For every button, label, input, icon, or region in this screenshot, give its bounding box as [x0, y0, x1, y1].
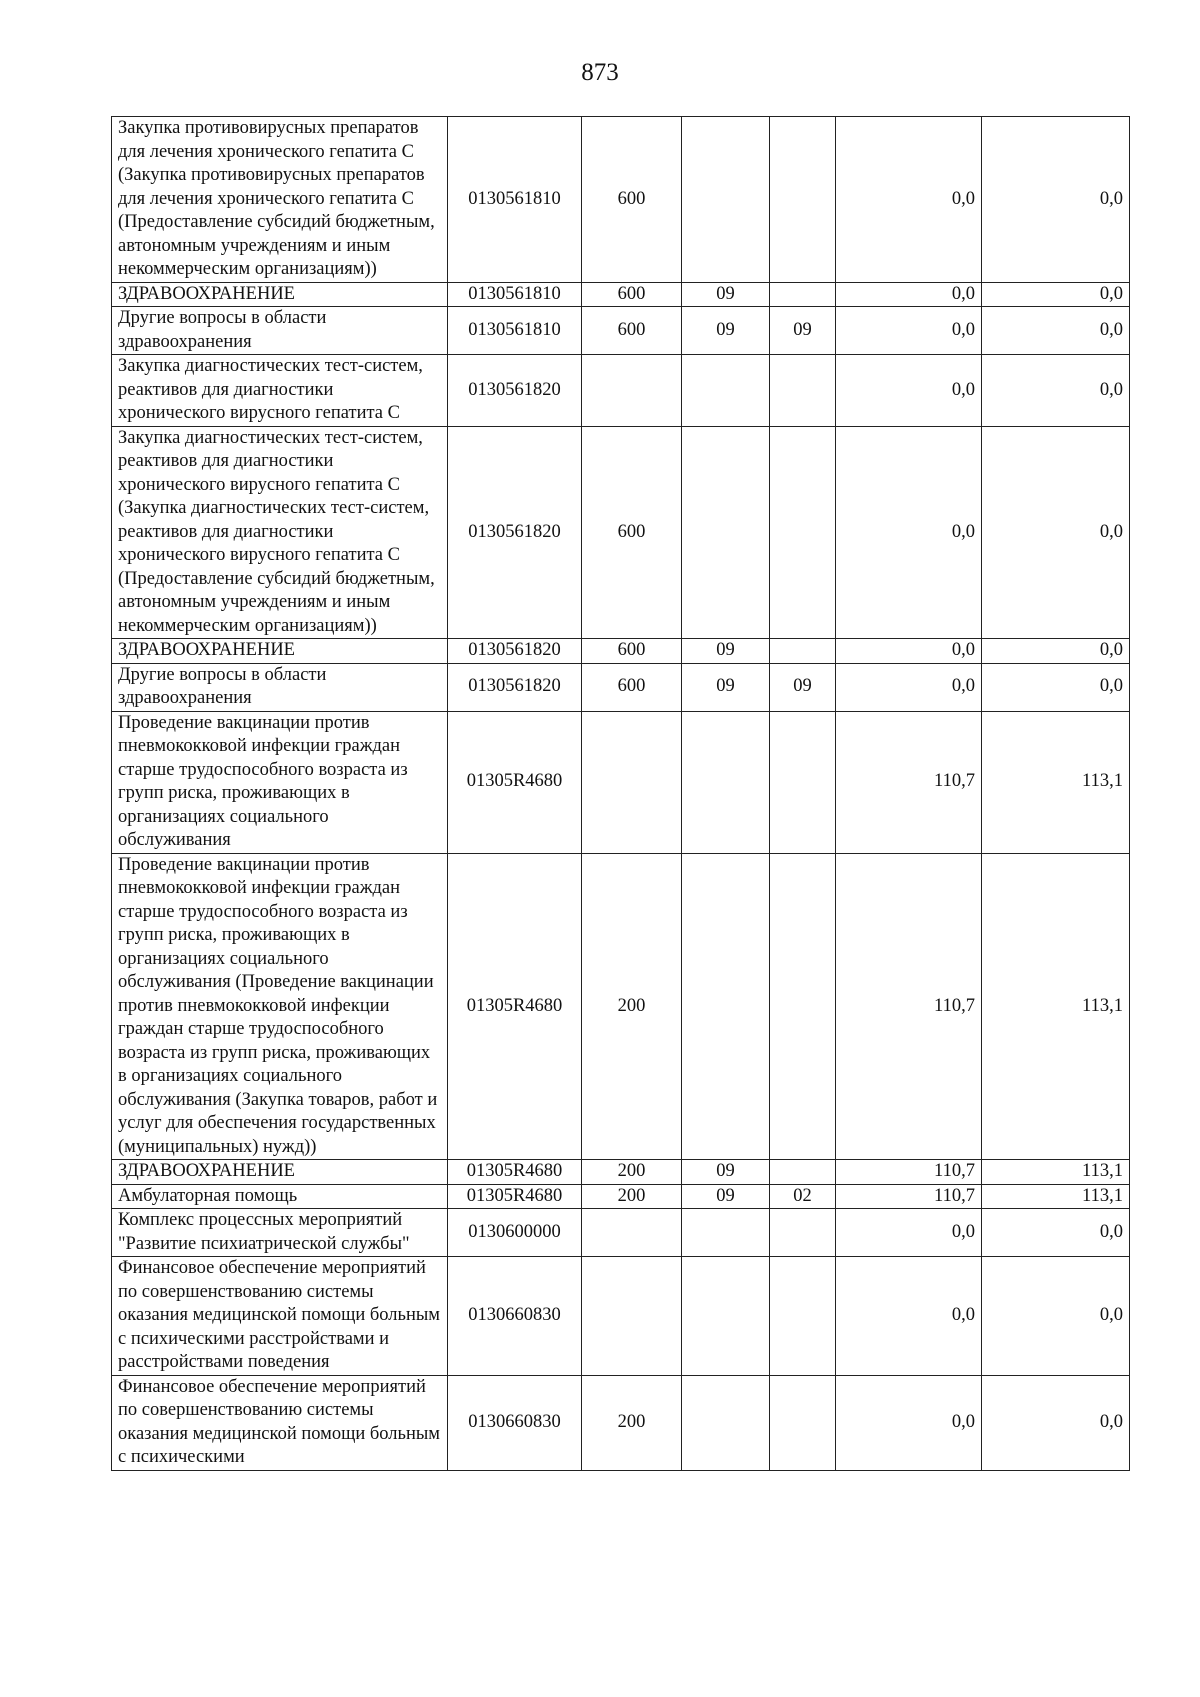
section-code-cell: [682, 426, 770, 639]
target-article-code-cell: 0130600000: [448, 1209, 582, 1257]
subsection-code-cell: [770, 853, 836, 1160]
amount-year-1-cell: 0,0: [836, 639, 982, 664]
amount-year-2-cell: 0,0: [982, 307, 1130, 355]
item-name-cell: Закупка противовирусных препаратов для лечения хронического гепатита С (Закупка противовирусных препаратов для лечения хронического гепатита С (Предоставление субсидий бюджетным, автономным учреждениям и иным некоммерческим организациям)): [112, 117, 448, 283]
table-row: [112, 711, 1130, 853]
item-name-cell: Финансовое обеспечение мероприятий по совершенствованию системы оказания медицинской помощи больным с психическими: [112, 1375, 448, 1470]
target-article-code-cell: 0130561810: [448, 117, 582, 283]
expense-type-code-cell: [582, 711, 682, 853]
table-row: [112, 117, 1130, 283]
target-article-code-cell: 0130561820: [448, 355, 582, 427]
table-row: [112, 1257, 1130, 1376]
subsection-code-cell: [770, 1209, 836, 1257]
table-row: [112, 1375, 1130, 1470]
expense-type-code-cell: 600: [582, 663, 682, 711]
section-code-cell: 09: [682, 307, 770, 355]
table-row: [112, 639, 1130, 664]
amount-year-1-cell: 0,0: [836, 117, 982, 283]
target-article-code-cell: 0130660830: [448, 1257, 582, 1376]
amount-year-2-cell: 113,1: [982, 853, 1130, 1160]
expense-type-code-cell: 600: [582, 307, 682, 355]
amount-year-2-cell: 0,0: [982, 639, 1130, 664]
amount-year-2-cell: 0,0: [982, 1257, 1130, 1376]
subsection-code-cell: 02: [770, 1184, 836, 1209]
target-article-code-cell: 0130561820: [448, 426, 582, 639]
expense-type-code-cell: 600: [582, 282, 682, 307]
subsection-code-cell: [770, 426, 836, 639]
item-name-cell: Комплекс процессных мероприятий "Развитие психиатрической службы": [112, 1209, 448, 1257]
target-article-code-cell: 0130561810: [448, 307, 582, 355]
target-article-code-cell: 0130561810: [448, 282, 582, 307]
target-article-code-cell: 01305R4680: [448, 1160, 582, 1185]
section-code-cell: [682, 711, 770, 853]
expense-type-code-cell: [582, 355, 682, 427]
item-name-cell: Амбулаторная помощь: [112, 1184, 448, 1209]
item-name-cell: ЗДРАВООХРАНЕНИЕ: [112, 282, 448, 307]
subsection-code-cell: [770, 355, 836, 427]
target-article-code-cell: 01305R4680: [448, 711, 582, 853]
section-code-cell: 09: [682, 663, 770, 711]
table-row: [112, 853, 1130, 1160]
expense-type-code-cell: 600: [582, 117, 682, 283]
amount-year-2-cell: 113,1: [982, 711, 1130, 853]
subsection-code-cell: [770, 117, 836, 283]
item-name-cell: Другие вопросы в области здравоохранения: [112, 663, 448, 711]
subsection-code-cell: [770, 711, 836, 853]
amount-year-1-cell: 0,0: [836, 1257, 982, 1376]
subsection-code-cell: [770, 1257, 836, 1376]
subsection-code-cell: [770, 1375, 836, 1470]
amount-year-2-cell: 0,0: [982, 117, 1130, 283]
amount-year-1-cell: 0,0: [836, 307, 982, 355]
amount-year-2-cell: 0,0: [982, 1375, 1130, 1470]
expense-type-code-cell: 200: [582, 1375, 682, 1470]
section-code-cell: 09: [682, 1184, 770, 1209]
amount-year-1-cell: 110,7: [836, 1184, 982, 1209]
page-number: 873: [581, 59, 619, 86]
amount-year-1-cell: 0,0: [836, 355, 982, 427]
amount-year-1-cell: 0,0: [836, 663, 982, 711]
expense-type-code-cell: 600: [582, 639, 682, 664]
table-row: [112, 1209, 1130, 1257]
section-code-cell: [682, 1209, 770, 1257]
item-name-cell: Закупка диагностических тест-систем, реактивов для диагностики хронического вирусного гепатита С: [112, 355, 448, 427]
section-code-cell: [682, 1375, 770, 1470]
table-row: [112, 355, 1130, 427]
amount-year-2-cell: 113,1: [982, 1160, 1130, 1185]
section-code-cell: [682, 117, 770, 283]
item-name-cell: Другие вопросы в области здравоохранения: [112, 307, 448, 355]
expense-type-code-cell: 200: [582, 1184, 682, 1209]
amount-year-2-cell: 0,0: [982, 663, 1130, 711]
amount-year-2-cell: 0,0: [982, 282, 1130, 307]
item-name-cell: ЗДРАВООХРАНЕНИЕ: [112, 1160, 448, 1185]
expense-type-code-cell: 200: [582, 1160, 682, 1185]
item-name-cell: Финансовое обеспечение мероприятий по совершенствованию системы оказания медицинской помощи больным с психическими расстройствами и расстройствами поведения: [112, 1257, 448, 1376]
subsection-code-cell: [770, 639, 836, 664]
table-row: [112, 663, 1130, 711]
subsection-code-cell: [770, 1160, 836, 1185]
amount-year-2-cell: 0,0: [982, 355, 1130, 427]
target-article-code-cell: 01305R4680: [448, 853, 582, 1160]
amount-year-2-cell: 0,0: [982, 1209, 1130, 1257]
budget-table: [111, 116, 1130, 1471]
subsection-code-cell: 09: [770, 307, 836, 355]
table-row: [112, 426, 1130, 639]
amount-year-2-cell: 113,1: [982, 1184, 1130, 1209]
section-code-cell: 09: [682, 1160, 770, 1185]
item-name-cell: Проведение вакцинации против пневмококковой инфекции граждан старше трудоспособного возраста из групп риска, проживающих в организациях социального обслуживания: [112, 711, 448, 853]
section-code-cell: [682, 355, 770, 427]
amount-year-2-cell: 0,0: [982, 426, 1130, 639]
budget-table-body: [112, 117, 1130, 1471]
target-article-code-cell: 0130660830: [448, 1375, 582, 1470]
section-code-cell: 09: [682, 639, 770, 664]
subsection-code-cell: [770, 282, 836, 307]
expense-type-code-cell: 600: [582, 426, 682, 639]
amount-year-1-cell: 0,0: [836, 1375, 982, 1470]
item-name-cell: ЗДРАВООХРАНЕНИЕ: [112, 639, 448, 664]
table-row: [112, 307, 1130, 355]
expense-type-code-cell: [582, 1257, 682, 1376]
section-code-cell: [682, 1257, 770, 1376]
subsection-code-cell: 09: [770, 663, 836, 711]
item-name-cell: Закупка диагностических тест-систем, реактивов для диагностики хронического вирусного гепатита С (Закупка диагностических тест-систем, реактивов для диагностики хронического вирусного гепатита С (Предоставление субсидий бюджетным, автономным учреждениям и иным некоммерческим организациям)): [112, 426, 448, 639]
expense-type-code-cell: 200: [582, 853, 682, 1160]
target-article-code-cell: 01305R4680: [448, 1184, 582, 1209]
target-article-code-cell: 0130561820: [448, 639, 582, 664]
target-article-code-cell: 0130561820: [448, 663, 582, 711]
amount-year-1-cell: 0,0: [836, 1209, 982, 1257]
amount-year-1-cell: 0,0: [836, 282, 982, 307]
item-name-cell: Проведение вакцинации против пневмококковой инфекции граждан старше трудоспособного возраста из групп риска, проживающих в организациях социального обслуживания (Проведение вакцинации против пневмококковой инфекции граждан старше трудоспособного возраста из групп риска, проживающих в организациях социального обслуживания (Закупка товаров, работ и услуг для обеспечения государственных (муниципальных) нужд)): [112, 853, 448, 1160]
table-row: [112, 1160, 1130, 1185]
amount-year-1-cell: 0,0: [836, 426, 982, 639]
amount-year-1-cell: 110,7: [836, 853, 982, 1160]
table-row: [112, 282, 1130, 307]
table-row: [112, 1184, 1130, 1209]
amount-year-1-cell: 110,7: [836, 711, 982, 853]
amount-year-1-cell: 110,7: [836, 1160, 982, 1185]
expense-type-code-cell: [582, 1209, 682, 1257]
section-code-cell: [682, 853, 770, 1160]
section-code-cell: 09: [682, 282, 770, 307]
